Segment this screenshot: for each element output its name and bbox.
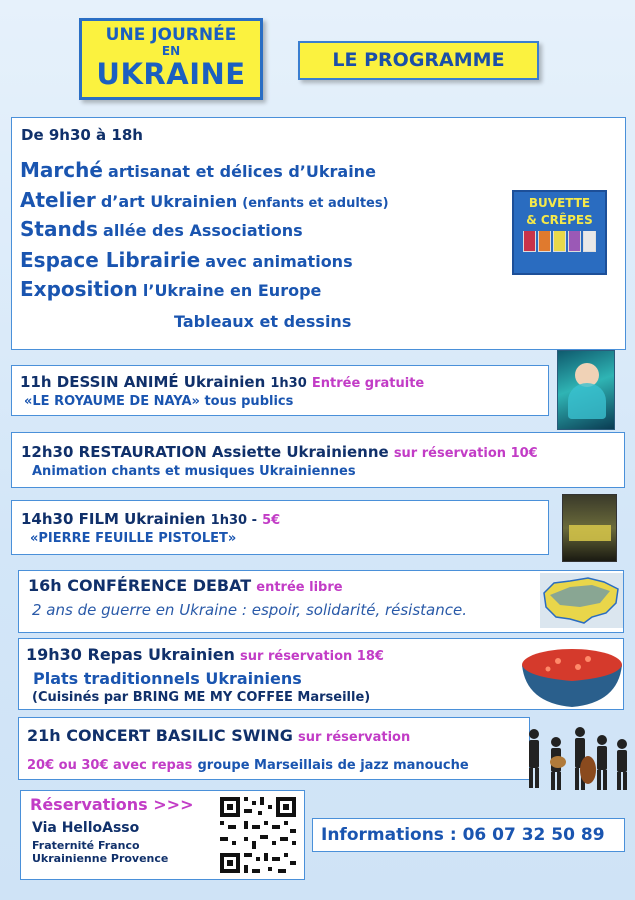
event-title [79, 18, 263, 100]
event-repas: 19h30 Repas Ukrainien sur réservation 18€ Plats traditionnels Ukrainiens (Cuisinés par BRING ME MY COFFEE Marseille) [18, 638, 624, 710]
borscht-bowl-image [518, 643, 626, 711]
ukraine-map-image [540, 573, 623, 628]
event-subtitle: 2 ans de guerre en Ukraine : espoir, solidarité, résistance. [32, 601, 467, 619]
event-subtitle: «LE ROYAUME DE NAYA» tous publics [24, 394, 294, 409]
band-photo-image [520, 722, 632, 794]
event-subtitle: Plats traditionnels Ukrainiens [33, 669, 302, 688]
item-marche: Marché artisanat et délices d’Ukraine [20, 158, 376, 182]
day-programme-box [11, 117, 626, 350]
reservations-org-1: Fraternité Franco [32, 839, 140, 852]
info-label: Informations : [321, 825, 457, 845]
info-box [312, 818, 625, 852]
buvette-badge: BUVETTE & CRÊPES [512, 190, 607, 275]
event-restauration: 12h30 RESTAURATION Assiette Ukrainienne sur réservation 10€ Animation chants et musiques Ukrainiennes [11, 432, 625, 488]
expo-subtitle: Tableaux et dessins [174, 312, 352, 331]
reservations-org-2: Ukrainienne Provence [32, 852, 169, 865]
item-atelier: Atelier d’art Ukrainien (enfants et adultes) [20, 188, 389, 212]
event-subtitle: «PIERRE FEUILLE PISTOLET» [30, 531, 237, 546]
programme-banner: LE PROGRAMME [298, 41, 539, 80]
info-phone[interactable]: 06 07 32 50 89 [462, 825, 605, 845]
event-conference: 16h CONFÉRENCE DEBAT entrée libre 2 ans de guerre en Ukraine : espoir, solidarité, résistance. [18, 570, 624, 633]
event-concert: 21h CONCERT BASILIC SWING sur réservation 20€ ou 30€ avec repas groupe Marseillais de jazz manouche [18, 717, 530, 780]
reservations-box [20, 790, 305, 880]
film-poster-image [562, 494, 617, 562]
naya-poster-image [557, 350, 615, 430]
reservations-via: Via HelloAsso [32, 820, 140, 836]
event-film: 14h30 FILM Ukrainien 1h30 - 5€ «PIERRE FEUILLE PISTOLET» [11, 500, 549, 555]
title-line-2: EN [161, 44, 181, 58]
item-stands: Stands allée des Associations [20, 217, 303, 241]
title-line-1: UNE JOURNÉE [105, 25, 237, 45]
event-subtitle-2: (Cuisinés par BRING ME MY COFFEE Marseille) [32, 690, 371, 705]
item-librairie: Espace Librairie avec animations [20, 248, 353, 272]
drinks-icon [514, 229, 605, 258]
event-subtitle: Animation chants et musiques Ukrainiennes [32, 464, 356, 479]
item-exposition: Exposition l’Ukraine en Europe [20, 277, 322, 301]
day-hours: De 9h30 à 18h [21, 126, 143, 144]
event-dessin-anime: 11h DESSIN ANIMÉ Ukrainien 1h30 Entrée gratuite «LE ROYAUME DE NAYA» tous publics [11, 365, 549, 416]
qr-code-icon[interactable] [218, 795, 298, 875]
title-line-3: UKRAINE [96, 57, 246, 91]
reservations-title: Réservations >>> [30, 795, 194, 814]
